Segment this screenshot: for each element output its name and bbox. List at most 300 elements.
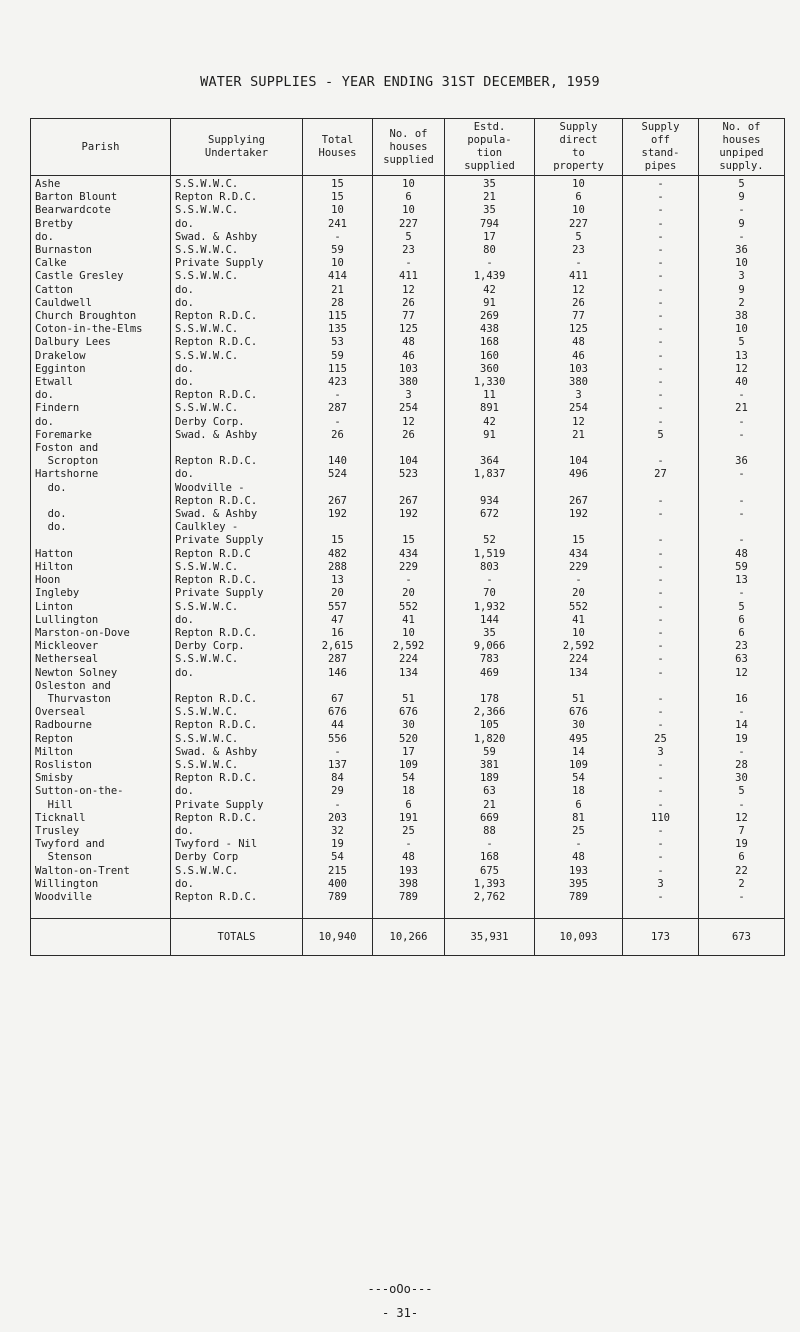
cell-parish: do. bbox=[31, 508, 171, 521]
cell-population: 42 bbox=[445, 416, 535, 429]
cell-standpipes: - bbox=[623, 799, 699, 812]
cell-undertaker: S.S.W.W.C. bbox=[171, 323, 303, 336]
cell-parish: Lullington bbox=[31, 614, 171, 627]
cell-unpiped: - bbox=[699, 746, 785, 759]
cell-undertaker: S.S.W.W.C. bbox=[171, 653, 303, 666]
cell-standpipes: - bbox=[623, 389, 699, 402]
cell-population: 381 bbox=[445, 759, 535, 772]
cell-total-houses: 556 bbox=[303, 733, 373, 746]
totals-supply-direct: 10,093 bbox=[535, 919, 623, 956]
cell-undertaker: Repton R.D.C. bbox=[171, 719, 303, 732]
cell-parish: Rosliston bbox=[31, 759, 171, 772]
cell-standpipes: - bbox=[623, 759, 699, 772]
table-row bbox=[31, 851, 785, 864]
cell-undertaker: Swad. & Ashby bbox=[171, 429, 303, 442]
cell-undertaker: Repton R.D.C. bbox=[171, 812, 303, 825]
cell-standpipes: - bbox=[623, 284, 699, 297]
cell-unpiped: 22 bbox=[699, 865, 785, 878]
cell-parish: Burnaston bbox=[31, 244, 171, 257]
table-row bbox=[31, 310, 785, 323]
header-row bbox=[31, 119, 785, 176]
cell-standpipes: - bbox=[623, 548, 699, 561]
cell-total-houses: 47 bbox=[303, 614, 373, 627]
cell-population: 80 bbox=[445, 244, 535, 257]
cell-undertaker: do. bbox=[171, 376, 303, 389]
cell-supply-direct: 224 bbox=[535, 653, 623, 666]
table-row bbox=[31, 640, 785, 653]
cell-supply-direct: 109 bbox=[535, 759, 623, 772]
cell-total-houses: 84 bbox=[303, 772, 373, 785]
cell-standpipes: - bbox=[623, 204, 699, 217]
cell-supply-direct: 41 bbox=[535, 614, 623, 627]
cell-houses-supplied: 267 bbox=[373, 495, 445, 508]
cell-standpipes: - bbox=[623, 376, 699, 389]
cell-undertaker: Repton R.D.C. bbox=[171, 693, 303, 706]
cell-population: 21 bbox=[445, 191, 535, 204]
table-row bbox=[31, 270, 785, 283]
cell-total-houses: 29 bbox=[303, 785, 373, 798]
cell-undertaker: Private Supply bbox=[171, 257, 303, 270]
cell-undertaker: Private Supply bbox=[171, 799, 303, 812]
cell-parish bbox=[31, 534, 171, 547]
cell-unpiped: 5 bbox=[699, 176, 785, 192]
cell-parish: Scropton bbox=[31, 455, 171, 468]
cell-houses-supplied: 254 bbox=[373, 402, 445, 415]
cell-unpiped bbox=[699, 680, 785, 693]
cell-population: 1,439 bbox=[445, 270, 535, 283]
cell-supply-direct: 229 bbox=[535, 561, 623, 574]
cell-unpiped: 5 bbox=[699, 601, 785, 614]
cell-supply-direct: 125 bbox=[535, 323, 623, 336]
cell-standpipes: - bbox=[623, 244, 699, 257]
cell-houses-supplied: 46 bbox=[373, 350, 445, 363]
cell-standpipes: 110 bbox=[623, 812, 699, 825]
cell-population: 934 bbox=[445, 495, 535, 508]
table-row bbox=[31, 706, 785, 719]
cell-standpipes: - bbox=[623, 297, 699, 310]
cell-standpipes: - bbox=[623, 772, 699, 785]
cell-supply-direct: 495 bbox=[535, 733, 623, 746]
table-row bbox=[31, 587, 785, 600]
cell-houses-supplied: - bbox=[373, 257, 445, 270]
cell-houses-supplied: 51 bbox=[373, 693, 445, 706]
cell-population: 168 bbox=[445, 336, 535, 349]
cell-parish: Stenson bbox=[31, 851, 171, 864]
cell-undertaker: Repton R.D.C. bbox=[171, 891, 303, 904]
cell-population: 160 bbox=[445, 350, 535, 363]
cell-unpiped: 3 bbox=[699, 270, 785, 283]
cell-standpipes bbox=[623, 482, 699, 495]
cell-total-houses: 15 bbox=[303, 534, 373, 547]
cell-population: 168 bbox=[445, 851, 535, 864]
cell-unpiped: 6 bbox=[699, 851, 785, 864]
cell-houses-supplied: 77 bbox=[373, 310, 445, 323]
cell-houses-supplied: 15 bbox=[373, 534, 445, 547]
table-row bbox=[31, 667, 785, 680]
cell-houses-supplied: 3 bbox=[373, 389, 445, 402]
cell-undertaker: Woodville - bbox=[171, 482, 303, 495]
cell-parish: Foston and bbox=[31, 442, 171, 455]
cell-houses-supplied: 26 bbox=[373, 429, 445, 442]
cell-standpipes: - bbox=[623, 363, 699, 376]
totals-houses-supplied: 10,266 bbox=[373, 919, 445, 956]
totals-row bbox=[31, 919, 785, 956]
cell-supply-direct: 77 bbox=[535, 310, 623, 323]
cell-undertaker: Repton R.D.C. bbox=[171, 455, 303, 468]
cell-population: 63 bbox=[445, 785, 535, 798]
cell-standpipes: - bbox=[623, 350, 699, 363]
cell-unpiped: - bbox=[699, 389, 785, 402]
cell-population: 70 bbox=[445, 587, 535, 600]
cell-supply-direct: 104 bbox=[535, 455, 623, 468]
table-row bbox=[31, 799, 785, 812]
table-row bbox=[31, 376, 785, 389]
cell-unpiped: 9 bbox=[699, 284, 785, 297]
cell-population: 360 bbox=[445, 363, 535, 376]
cell-population: 2,762 bbox=[445, 891, 535, 904]
cell-total-houses: 423 bbox=[303, 376, 373, 389]
cell-standpipes: - bbox=[623, 231, 699, 244]
cell-supply-direct: 46 bbox=[535, 350, 623, 363]
header-unpiped-supply: No. of houses unpiped supply. bbox=[699, 119, 785, 176]
cell-unpiped: - bbox=[699, 799, 785, 812]
cell-undertaker: Repton R.D.C. bbox=[171, 310, 303, 323]
cell-houses-supplied: 104 bbox=[373, 455, 445, 468]
cell-supply-direct: 10 bbox=[535, 176, 623, 192]
cell-total-houses: 32 bbox=[303, 825, 373, 838]
cell-population: 88 bbox=[445, 825, 535, 838]
cell-parish: Sutton-on-the- bbox=[31, 785, 171, 798]
cell-total-houses: - bbox=[303, 416, 373, 429]
cell-population: 21 bbox=[445, 799, 535, 812]
cell-total-houses: 400 bbox=[303, 878, 373, 891]
cell-total-houses: 215 bbox=[303, 865, 373, 878]
header-supply-direct: Supply direct to property bbox=[535, 119, 623, 176]
cell-unpiped: - bbox=[699, 204, 785, 217]
cell-undertaker: do. bbox=[171, 218, 303, 231]
table-row bbox=[31, 891, 785, 904]
cell-parish: Walton-on-Trent bbox=[31, 865, 171, 878]
cell-population: 783 bbox=[445, 653, 535, 666]
table-row bbox=[31, 812, 785, 825]
cell-population: 1,330 bbox=[445, 376, 535, 389]
cell-houses-supplied: 12 bbox=[373, 284, 445, 297]
cell-parish: Bearwardcote bbox=[31, 204, 171, 217]
cell-total-houses bbox=[303, 442, 373, 455]
cell-unpiped: 36 bbox=[699, 455, 785, 468]
cell-undertaker: do. bbox=[171, 468, 303, 481]
cell-standpipes: - bbox=[623, 455, 699, 468]
table-row bbox=[31, 627, 785, 640]
cell-parish: do. bbox=[31, 482, 171, 495]
cell-unpiped bbox=[699, 442, 785, 455]
table-row bbox=[31, 482, 785, 495]
cell-total-houses: 482 bbox=[303, 548, 373, 561]
cell-supply-direct: 30 bbox=[535, 719, 623, 732]
cell-parish: Foremarke bbox=[31, 429, 171, 442]
table-row bbox=[31, 693, 785, 706]
cell-houses-supplied: 25 bbox=[373, 825, 445, 838]
cell-unpiped: 23 bbox=[699, 640, 785, 653]
cell-supply-direct: 411 bbox=[535, 270, 623, 283]
cell-houses-supplied: 552 bbox=[373, 601, 445, 614]
table-row bbox=[31, 521, 785, 534]
table-row bbox=[31, 495, 785, 508]
cell-unpiped: 19 bbox=[699, 733, 785, 746]
cell-unpiped: 7 bbox=[699, 825, 785, 838]
cell-supply-direct: 193 bbox=[535, 865, 623, 878]
cell-supply-direct: - bbox=[535, 838, 623, 851]
cell-total-houses: 15 bbox=[303, 191, 373, 204]
cell-total-houses: 140 bbox=[303, 455, 373, 468]
totals-unpiped-supply: 673 bbox=[699, 919, 785, 956]
cell-unpiped: - bbox=[699, 891, 785, 904]
cell-unpiped: 13 bbox=[699, 350, 785, 363]
cell-population: 35 bbox=[445, 176, 535, 192]
cell-standpipes bbox=[623, 680, 699, 693]
cell-population: 42 bbox=[445, 284, 535, 297]
table-row bbox=[31, 257, 785, 270]
cell-population: 891 bbox=[445, 402, 535, 415]
cell-total-houses: 67 bbox=[303, 693, 373, 706]
cell-population: 144 bbox=[445, 614, 535, 627]
cell-supply-direct: 48 bbox=[535, 851, 623, 864]
cell-houses-supplied: 676 bbox=[373, 706, 445, 719]
cell-houses-supplied: 41 bbox=[373, 614, 445, 627]
cell-supply-direct: 395 bbox=[535, 878, 623, 891]
cell-undertaker: S.S.W.W.C. bbox=[171, 204, 303, 217]
cell-total-houses: 287 bbox=[303, 402, 373, 415]
cell-standpipes: 27 bbox=[623, 468, 699, 481]
cell-supply-direct: 81 bbox=[535, 812, 623, 825]
cell-unpiped: 30 bbox=[699, 772, 785, 785]
cell-unpiped: 12 bbox=[699, 363, 785, 376]
cell-standpipes: - bbox=[623, 706, 699, 719]
cell-supply-direct bbox=[535, 442, 623, 455]
table-row bbox=[31, 825, 785, 838]
cell-parish: Ingleby bbox=[31, 587, 171, 600]
cell-houses-supplied: 6 bbox=[373, 799, 445, 812]
cell-total-houses: 59 bbox=[303, 244, 373, 257]
cell-total-houses bbox=[303, 680, 373, 693]
cell-supply-direct: 254 bbox=[535, 402, 623, 415]
table-row bbox=[31, 442, 785, 455]
cell-houses-supplied: 229 bbox=[373, 561, 445, 574]
cell-unpiped bbox=[699, 521, 785, 534]
cell-parish: Mickleover bbox=[31, 640, 171, 653]
cell-parish: Egginton bbox=[31, 363, 171, 376]
cell-undertaker: Repton R.D.C. bbox=[171, 495, 303, 508]
table-row bbox=[31, 534, 785, 547]
cell-parish: Calke bbox=[31, 257, 171, 270]
cell-undertaker: S.S.W.W.C. bbox=[171, 706, 303, 719]
cell-unpiped: 12 bbox=[699, 812, 785, 825]
cell-parish: Hartshorne bbox=[31, 468, 171, 481]
cell-supply-direct: 12 bbox=[535, 284, 623, 297]
cell-undertaker: S.S.W.W.C. bbox=[171, 270, 303, 283]
cell-total-houses: 26 bbox=[303, 429, 373, 442]
cell-total-houses: 267 bbox=[303, 495, 373, 508]
table-row bbox=[31, 785, 785, 798]
cell-supply-direct: - bbox=[535, 574, 623, 587]
cell-unpiped: - bbox=[699, 508, 785, 521]
cell-population: - bbox=[445, 257, 535, 270]
cell-houses-supplied: 398 bbox=[373, 878, 445, 891]
cell-population: 2,366 bbox=[445, 706, 535, 719]
cell-unpiped: 2 bbox=[699, 878, 785, 891]
table-row bbox=[31, 218, 785, 231]
cell-supply-direct: 23 bbox=[535, 244, 623, 257]
cell-unpiped: - bbox=[699, 587, 785, 600]
cell-houses-supplied: 18 bbox=[373, 785, 445, 798]
table-row bbox=[31, 363, 785, 376]
cell-parish: Marston-on-Dove bbox=[31, 627, 171, 640]
cell-undertaker: Repton R.D.C bbox=[171, 548, 303, 561]
cell-standpipes: - bbox=[623, 534, 699, 547]
cell-total-houses: 115 bbox=[303, 363, 373, 376]
header-total-houses: Total Houses bbox=[303, 119, 373, 176]
cell-population: 35 bbox=[445, 627, 535, 640]
totals-population-supplied: 35,931 bbox=[445, 919, 535, 956]
cell-total-houses: 203 bbox=[303, 812, 373, 825]
cell-supply-direct: 26 bbox=[535, 297, 623, 310]
cell-standpipes: 25 bbox=[623, 733, 699, 746]
totals-supply-standpipes: 173 bbox=[623, 919, 699, 956]
header-parish: Parish bbox=[31, 119, 171, 176]
cell-supply-direct: 12 bbox=[535, 416, 623, 429]
cell-standpipes: - bbox=[623, 218, 699, 231]
totals-blank-cell bbox=[31, 919, 171, 956]
cell-supply-direct: 14 bbox=[535, 746, 623, 759]
cell-parish: do. bbox=[31, 416, 171, 429]
cell-parish: Ticknall bbox=[31, 812, 171, 825]
cell-unpiped: 14 bbox=[699, 719, 785, 732]
cell-undertaker: Repton R.D.C. bbox=[171, 336, 303, 349]
table-row bbox=[31, 838, 785, 851]
cell-population: 672 bbox=[445, 508, 535, 521]
cell-standpipes: - bbox=[623, 693, 699, 706]
cell-undertaker: Derby Corp. bbox=[171, 640, 303, 653]
cell-supply-direct: 21 bbox=[535, 429, 623, 442]
cell-undertaker: Twyford - Nil bbox=[171, 838, 303, 851]
cell-unpiped: 10 bbox=[699, 323, 785, 336]
page-number: - 31- bbox=[381, 1306, 419, 1320]
cell-population: 1,519 bbox=[445, 548, 535, 561]
table-row bbox=[31, 548, 785, 561]
cell-supply-direct: 267 bbox=[535, 495, 623, 508]
cell-unpiped bbox=[699, 482, 785, 495]
table-row bbox=[31, 416, 785, 429]
cell-unpiped: 6 bbox=[699, 627, 785, 640]
cell-standpipes: - bbox=[623, 191, 699, 204]
cell-undertaker: Repton R.D.C. bbox=[171, 574, 303, 587]
cell-unpiped: - bbox=[699, 495, 785, 508]
cell-houses-supplied: 411 bbox=[373, 270, 445, 283]
cell-unpiped: 6 bbox=[699, 614, 785, 627]
cell-undertaker: Repton R.D.C. bbox=[171, 191, 303, 204]
cell-population: 178 bbox=[445, 693, 535, 706]
cell-parish: Osleston and bbox=[31, 680, 171, 693]
cell-parish: Hilton bbox=[31, 561, 171, 574]
cell-supply-direct: 434 bbox=[535, 548, 623, 561]
cell-supply-direct: 3 bbox=[535, 389, 623, 402]
cell-population: 17 bbox=[445, 231, 535, 244]
cell-parish bbox=[31, 495, 171, 508]
cell-standpipes: - bbox=[623, 640, 699, 653]
cell-total-houses: 2,615 bbox=[303, 640, 373, 653]
cell-houses-supplied: 125 bbox=[373, 323, 445, 336]
cell-unpiped: 13 bbox=[699, 574, 785, 587]
cell-population: 35 bbox=[445, 204, 535, 217]
totals-label: TOTALS bbox=[171, 919, 303, 956]
cell-supply-direct: 676 bbox=[535, 706, 623, 719]
table-row bbox=[31, 191, 785, 204]
cell-undertaker: do. bbox=[171, 297, 303, 310]
cell-total-houses: 192 bbox=[303, 508, 373, 521]
cell-supply-direct: 380 bbox=[535, 376, 623, 389]
table-row bbox=[31, 284, 785, 297]
cell-total-houses: 287 bbox=[303, 653, 373, 666]
cell-standpipes: - bbox=[623, 865, 699, 878]
cell-unpiped: 28 bbox=[699, 759, 785, 772]
table-row bbox=[31, 455, 785, 468]
table-row bbox=[31, 746, 785, 759]
table-row bbox=[31, 231, 785, 244]
table-body bbox=[31, 176, 785, 905]
cell-supply-direct: 103 bbox=[535, 363, 623, 376]
cell-population: 364 bbox=[445, 455, 535, 468]
cell-unpiped: 38 bbox=[699, 310, 785, 323]
table-row bbox=[31, 772, 785, 785]
header-population-supplied: Estd. popula- tion supplied bbox=[445, 119, 535, 176]
cell-supply-direct: 552 bbox=[535, 601, 623, 614]
table-row bbox=[31, 429, 785, 442]
cell-houses-supplied: 10 bbox=[373, 627, 445, 640]
cell-houses-supplied bbox=[373, 482, 445, 495]
cell-undertaker: S.S.W.W.C. bbox=[171, 601, 303, 614]
cell-parish: Linton bbox=[31, 601, 171, 614]
cell-standpipes: 5 bbox=[623, 429, 699, 442]
cell-parish: do. bbox=[31, 231, 171, 244]
cell-supply-direct: 6 bbox=[535, 799, 623, 812]
cell-population: 9,066 bbox=[445, 640, 535, 653]
cell-supply-direct: 25 bbox=[535, 825, 623, 838]
table-row bbox=[31, 244, 785, 257]
cell-unpiped: 12 bbox=[699, 667, 785, 680]
cell-population: - bbox=[445, 574, 535, 587]
cell-parish: Repton bbox=[31, 733, 171, 746]
table-row bbox=[31, 389, 785, 402]
cell-undertaker: S.S.W.W.C. bbox=[171, 350, 303, 363]
totals-total-houses: 10,940 bbox=[303, 919, 373, 956]
cell-standpipes: 3 bbox=[623, 878, 699, 891]
cell-parish: Barton Blount bbox=[31, 191, 171, 204]
cell-total-houses: 10 bbox=[303, 204, 373, 217]
cell-total-houses: 53 bbox=[303, 336, 373, 349]
cell-unpiped: 10 bbox=[699, 257, 785, 270]
cell-population: 52 bbox=[445, 534, 535, 547]
cell-unpiped: 36 bbox=[699, 244, 785, 257]
cell-population bbox=[445, 482, 535, 495]
cell-parish: Cauldwell bbox=[31, 297, 171, 310]
cell-population: 269 bbox=[445, 310, 535, 323]
cell-parish: Drakelow bbox=[31, 350, 171, 363]
cell-undertaker: S.S.W.W.C. bbox=[171, 176, 303, 192]
cell-supply-direct: 6 bbox=[535, 191, 623, 204]
table-row bbox=[31, 402, 785, 415]
cell-unpiped: 48 bbox=[699, 548, 785, 561]
cell-parish: Church Broughton bbox=[31, 310, 171, 323]
